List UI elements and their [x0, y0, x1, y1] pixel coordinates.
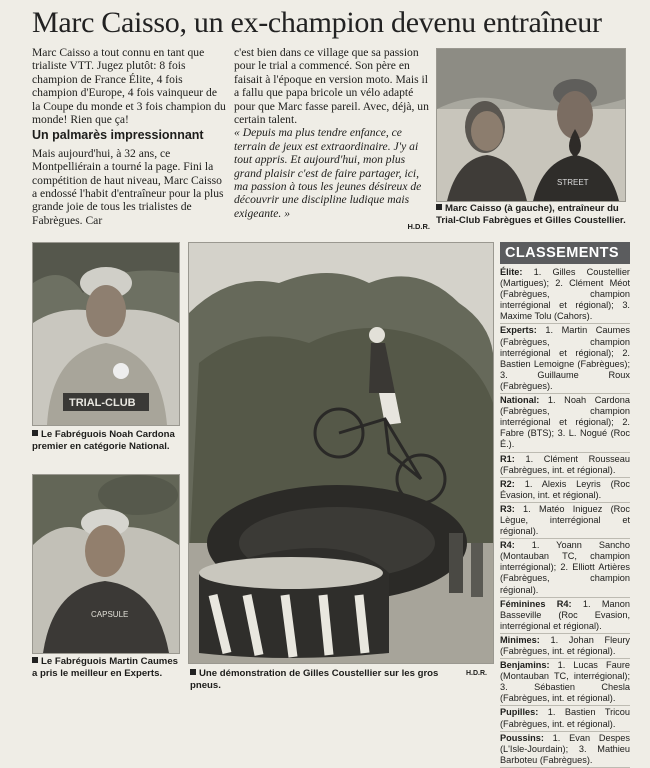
classement-category: Minimes:	[500, 634, 540, 645]
article-column-2	[234, 46, 430, 234]
paragraph-intro: Marc Caisso a tout connu en tant que trialiste VTT. Jugez plutôt: 8 fois champion de France Élite, 4 fois champion d'Europe, 4 fois vainqueur de la Coupe du monde et 3 fois champion du monde! Rien que ça!	[32, 46, 226, 127]
caption-top-right-text: Marc Caisso (à gauche), entraîneur du Trial-Club Fabrègues et Gilles Coustellier.	[436, 203, 626, 226]
classement-category: Pupilles:	[500, 707, 539, 718]
quote-marc-caisso: « Depuis ma plus tendre enfance, ce terrain de jeux est extraordinaire. J'y ai tout appris. Et aujourd'hui, mon plus grand plaisir c'est de faire partager, ici, ma passion à tous les jeunes désireux de découvrir une discipline ludique mais exigeante. »	[234, 126, 422, 220]
photo-credit: H.D.R.	[407, 222, 430, 232]
caption-top-right	[436, 203, 628, 226]
photo-gilles-demonstration	[188, 242, 494, 664]
classement-category: Experts:	[500, 325, 537, 336]
classements-list	[500, 267, 630, 768]
classement-entry	[500, 733, 630, 768]
demonstration-image	[189, 243, 493, 663]
martin-image	[33, 475, 179, 653]
classement-category: R1:	[500, 453, 515, 464]
classements-box	[500, 242, 630, 765]
photo-caisso-coustellier	[436, 48, 626, 202]
classement-category: National:	[500, 395, 540, 406]
caption-left-bottom-text: Le Fabréguois Martin Caumes a pris le meilleur en Experts.	[32, 656, 179, 679]
classement-entry	[500, 540, 630, 597]
classement-entry	[500, 454, 630, 478]
noah-image	[33, 243, 179, 425]
paragraph-career: Mais aujourd'hui, à 32 ans, ce Montpelliérain a tourné la page. Fini la compétition de haut niveau, Marc Caisso a endossé l'habit d'entraîneur pour la plus grande joie de tous les trialistes de Fabrègues. Car	[32, 146, 224, 227]
caption-bullet-icon	[190, 669, 196, 675]
classement-results: 1. Martin Caumes (Fabrègues, champion interrégional et régional); 2. Bastien Lemoigne (Fabrègues); 3. Guillaume Roux (Fabrègues).	[500, 325, 630, 391]
classement-category: R2:	[500, 478, 515, 489]
classement-entry	[500, 660, 630, 706]
classement-results: 1. Alexis Leyris (Roc Évasion, int. et régional).	[500, 478, 630, 500]
shirt-text-capsule: CAPSULE	[91, 610, 129, 619]
caption-bullet-icon	[436, 204, 442, 210]
classement-category: Poussins:	[500, 732, 544, 743]
caption-bullet-icon	[32, 430, 38, 436]
classement-category: R4:	[500, 540, 515, 551]
classement-results: 1. Lucas Faure (Montauban TC, interrégional); 3. Sébastien Chesla (Fabrègues, int. et régional).	[500, 660, 630, 704]
classement-entry	[500, 267, 630, 324]
classement-results: 1. Matéo Iniguez (Roc Lègue, interrégional et régional).	[500, 503, 630, 537]
caption-left-bottom	[32, 656, 182, 679]
classement-category: Féminines R4:	[500, 598, 572, 609]
classement-results: 1. Gilles Coustellier (Martigues); 2. Clément Méot (Fabrègues, champion interrégional et régional); 3. Maxime Tolu (Cahors).	[500, 267, 630, 322]
classement-entry	[500, 395, 630, 452]
center-photo-credit: H.D.R.	[466, 670, 487, 677]
classement-results: 1. Yoann Sancho (Montauban TC, champion interrégional); 2. Elliott Artières (Fabrègues, champion régional).	[500, 540, 630, 595]
article-headline: Marc Caisso, un ex-champion devenu entraîneur	[32, 6, 602, 39]
caption-left-top	[32, 429, 182, 452]
paragraph-origins: c'est bien dans ce village que sa passion pour le trial a commencé. Son père en faisait à l'époque en version moto. Mais il a fallu que papa bricole un vélo adapté pour que Marc fasse pareil. Avec, déjà, un certain talent.	[234, 46, 429, 127]
jersey-text: TRIAL-CLUB	[69, 397, 136, 409]
classement-entry	[500, 599, 630, 634]
caption-center-text: Une démonstration de Gilles Coustellier sur les gros pneus.	[190, 668, 439, 691]
classement-entry	[500, 504, 630, 539]
caption-center	[190, 668, 470, 691]
classement-results: 1. Bastien Tricou (Fabrègues, int. et régional).	[500, 707, 630, 729]
section-subhead: Un palmarès impressionnant	[32, 128, 204, 143]
classement-entry	[500, 325, 630, 394]
classement-entry	[500, 479, 630, 503]
portrait-image	[437, 49, 625, 201]
caption-bullet-icon	[32, 657, 38, 663]
classement-entry	[500, 635, 630, 659]
photo-noah-cardona	[32, 242, 180, 426]
classement-results: 1. Evan Despes (L'Isle-Jourdain); 3. Mathieu Barboteu (Fabrègues).	[500, 732, 630, 765]
classement-results: 1. Noah Cardona (Fabrègues, champion interrégional et régional); 2. Fabre (BTS); 3. L. Nogué (Roc É.).	[500, 395, 630, 450]
article-column-1	[32, 46, 228, 227]
shirt-text-street: STREET	[557, 178, 589, 187]
classement-category: R3:	[500, 503, 515, 514]
caption-left-top-text: Le Fabréguois Noah Cardona premier en catégorie National.	[32, 429, 175, 452]
classement-results: 1. Clément Rousseau (Fabrègues, int. et régional).	[500, 453, 630, 475]
classement-category: Élite:	[500, 267, 523, 277]
classement-category: Benjamins:	[500, 660, 550, 671]
classement-results: 1. Manon Basseville (Roc Evasion, interrégional et régional).	[500, 598, 630, 631]
photo-martin-caumes	[32, 474, 180, 654]
classements-title: CLASSEMENTS	[500, 242, 630, 264]
classement-results: 1. Johan Fleury (Fabrègues, int. et régional).	[500, 634, 630, 656]
